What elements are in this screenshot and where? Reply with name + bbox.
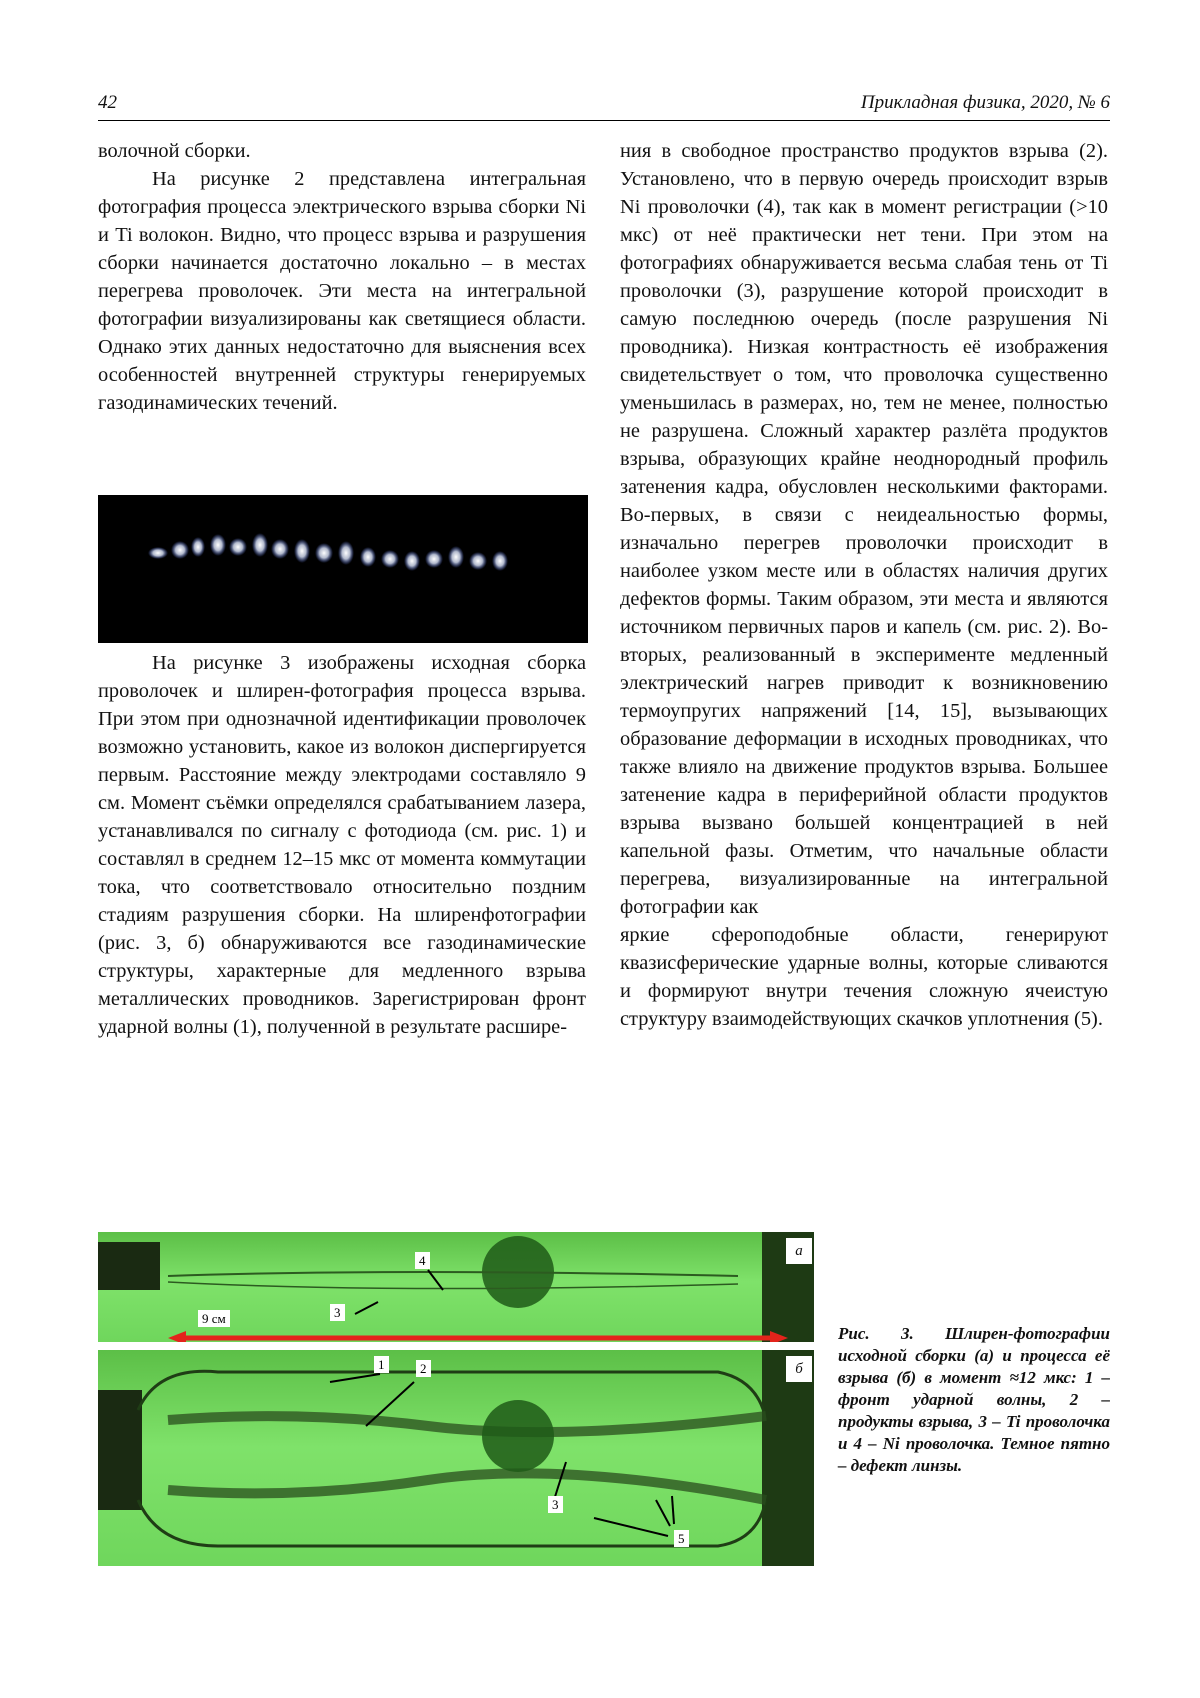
explosion-glow-image xyxy=(98,495,588,643)
paragraph: На рисунке 3 изображены исходная сборка проволочек и шлирен-фотография процесса взрыва. При этом при однозначной идентификации проволочек возможно установить, какое из волокон диспергируется первым. Расстояние между электродами составляло 9 см. Момент съёмки определялся срабатыванием лазера, устанавливался по сигналу с фотодиода (см. рис. 1) и составлял в среднем 12–15 мкс от момента коммутации тока, что соответствовало относительно поздним стадиям разрушения сборки. На шлиренфотографии (рис. 3, б) обнаруживаются все газодинамические структуры, характерные для медленного взрыва металлических проводников. Зарегистрирован фронт ударной волны (1), полученной в результате расшире- xyxy=(98,649,586,1041)
figure3-caption: Рис. 3. Шлирен-фотографии исходной сборки (а) и процесса её взрыва (б) в момент ≈12 мкс: 1 – фронт ударной волны, 2 – продукты взрыва, 3 – Ti проволочка и 4 – Ni проволочка. Темное пятно – дефект линзы. xyxy=(838,1323,1110,1477)
paragraph: яркие сфероподобные области, генерируют квазисферические ударные волны, которые сливаются и формируют внутри течения сложную ячеистую структуру взаимодействующих скачков уплотнения (5). xyxy=(620,921,1108,1033)
paragraph: волочной сборки. xyxy=(98,137,586,165)
schlieren-image-b xyxy=(98,1350,814,1566)
figure3 xyxy=(98,1232,814,1566)
label-4: 4 xyxy=(415,1252,430,1269)
label-1: 1 xyxy=(374,1356,389,1373)
figure3-panel-b xyxy=(98,1350,814,1566)
scale-label: 9 см xyxy=(198,1310,230,1327)
paragraph: На рисунке 2 представлена интегральная фотография процесса электрического взрыва сборки Ni и Ti волокон. Видно, что процесс взрыва и разрушения сборки начинается достаточно локально – в местах перегрева проволочек. Эти места на интегральной фотографии визуализированы как светящиеся области. Однако этих данных недостаточно для выяснения всех особенностей внутренней структуры генерируемых газодинамических течений. xyxy=(98,165,586,417)
panel-b-letter: б xyxy=(786,1356,812,1382)
label-3-a: 3 xyxy=(330,1304,345,1321)
page-number: 42 xyxy=(98,92,117,114)
paragraph: ния в свободное пространство продуктов взрыва (2). Установлено, что в первую очередь происходит взрыв Ni проволочки (4), так как в момент регистрации (>10 мкс) от неё практически нет тени. При этом на фотографиях обнаруживается весьма слабая тень от Ti проволочки (3), разрушение которой происходит в самую последнюю очередь (после разрушения Ni проводника). Низкая контрастность её изображения свидетельствует о том, что проволочка существенно уменьшилась в размерах, но, тем не менее, полностью не разрушена. Сложный характер разлёта продуктов взрыва, образующих крайне неоднородный профиль затенения кадра, обусловлен несколькими факторами. Во-первых, в связи с неидеальностью формы, изначально перегрев проволочки происходит в наиболее узком месте или в областях наличия других дефектов формы. Таким образом, эти места и являются источником первичных паров и капель (см. рис. 2). Во-вторых, реализованный в эксперименте медленный электрический нагрев приводит к возникновению термоупругих напряжений [14, 15], вызывающих образование деформации в исходных проводниках, что также влияло на движение продуктов взрыва. Большее затенение кадра в периферийной области продуктов взрыва вызвано большей концентрацией в ней капельной фазы. Отметим, что начальные области перегрева, визуализированные на интегральной фотографии как xyxy=(620,137,1108,921)
label-3-b: 3 xyxy=(548,1496,563,1513)
right-column xyxy=(620,137,1108,1033)
figure2-photo xyxy=(98,495,588,643)
label-2: 2 xyxy=(416,1360,431,1377)
label-5: 5 xyxy=(674,1530,689,1547)
panel-a-letter: а xyxy=(786,1238,812,1264)
journal-title: Прикладная физика, 2020, № 6 xyxy=(861,92,1110,114)
page-header xyxy=(98,90,1110,121)
figure3-panel-a xyxy=(98,1232,814,1342)
